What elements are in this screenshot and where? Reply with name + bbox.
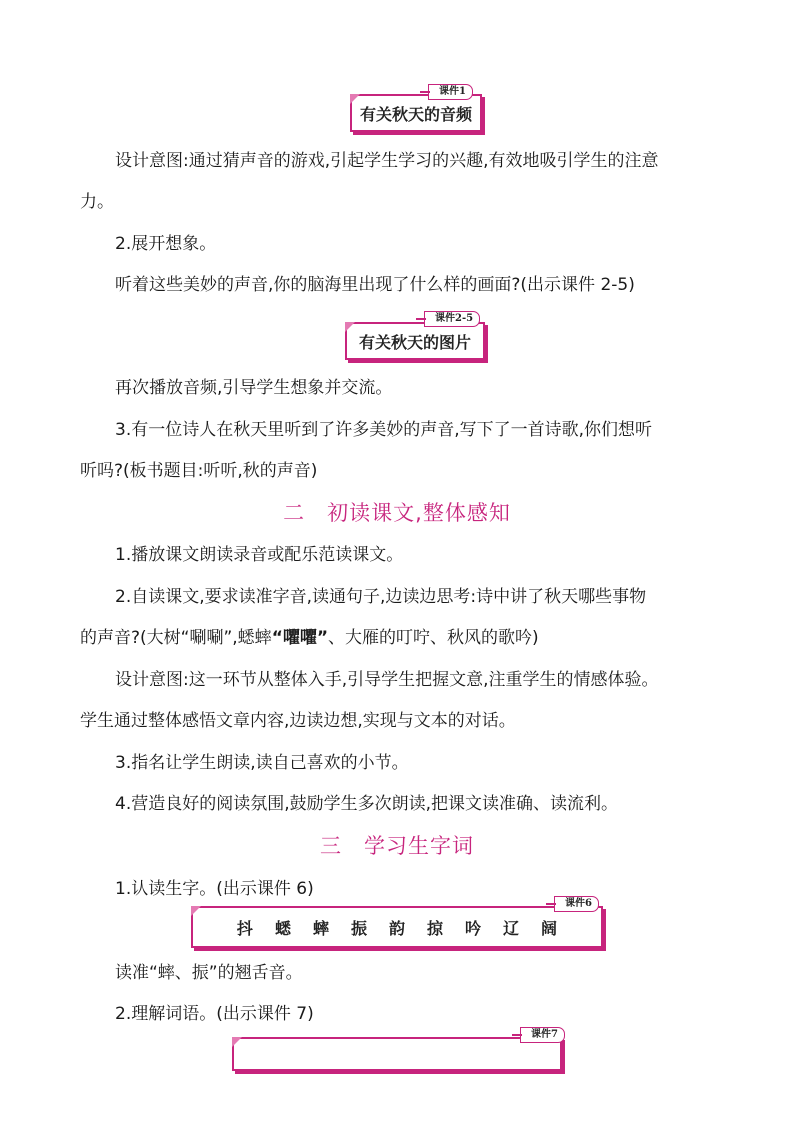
courseware-1-title: 有关秋天的音频	[359, 104, 472, 124]
line2-part-c: 、大雁的叮咛、秋风的歌吟)	[328, 628, 539, 648]
char-7: 吟	[465, 918, 482, 938]
design-intent-2-line1: 设计意图:这一环节从整体入手,引导学生把握文意,注重学生的情感体验。	[115, 670, 659, 690]
section3-step2: 2.理解词语。(出示课件 7)	[115, 1004, 314, 1024]
courseware-1-tag: 课件1	[428, 84, 473, 100]
char-3: 蟀	[312, 918, 329, 938]
char-4: 振	[350, 918, 367, 938]
design-intent-2-line2: 学生通过整体感悟文章内容,边读边想,实现与文本的对话。	[80, 711, 516, 731]
char-5: 韵	[388, 918, 405, 938]
design-intent-1-line1: 设计意图:通过猜声音的游戏,引起学生学习的兴趣,有效地吸引学生的注意	[115, 151, 659, 171]
section3-step1: 1.认读生字。(出示课件 6)	[115, 879, 314, 899]
section2-step4: 4.营造良好的阅读氛围,鼓励学生多次朗读,把课文读准确、读流利。	[115, 794, 619, 814]
design-intent-1-line2: 力。	[80, 192, 114, 212]
section2-step1: 1.播放课文朗读录音或配乐范读课文。	[115, 545, 404, 565]
char-2: 蟋	[274, 918, 291, 938]
replay-audio: 再次播放音频,引导学生想象并交流。	[115, 378, 393, 398]
courseware-2-5-box	[345, 322, 485, 360]
section2-step2-line2	[80, 625, 740, 651]
retroflex-note: 读准“蟀、振”的翘舌音。	[115, 963, 303, 983]
line2-part-a: 的声音?(大树“唰唰”,蟋蟀	[80, 628, 272, 648]
courseware-2-5-tag: 课件2-5	[424, 311, 480, 327]
new-characters-row	[193, 908, 601, 946]
char-8: 辽	[503, 918, 520, 938]
step-3-line2: 听吗?(板书题目:听听,秋的声音)	[80, 461, 318, 481]
section-three-heading: 三 学习生字词	[320, 834, 474, 858]
section2-step3: 3.指名让学生朗读,读自己喜欢的小节。	[115, 753, 409, 773]
courseware-2-5-title: 有关秋天的图片	[358, 332, 471, 352]
courseware-6-box	[191, 906, 603, 948]
courseware-7-box	[232, 1037, 562, 1071]
section2-step2-line1: 2.自读课文,要求读准字音,读通句子,边读边思考:诗中讲了秋天哪些事物	[115, 587, 647, 607]
imagine-question: 听着这些美妙的声音,你的脑海里出现了什么样的画面?(出示课件 2-5)	[115, 275, 635, 295]
step-3-line1: 3.有一位诗人在秋天里听到了许多美妙的声音,写下了一首诗歌,你们想听	[115, 420, 653, 440]
char-1: 抖	[236, 918, 253, 938]
char-6: 掠	[427, 918, 444, 938]
corner-decoration	[232, 1037, 242, 1047]
char-9: 阔	[541, 918, 558, 938]
section-two-heading: 二 初读课文,整体感知	[283, 501, 511, 525]
courseware-7-tag: 课件7	[520, 1027, 565, 1043]
step-2-title: 2.展开想象。	[115, 234, 217, 254]
courseware-6-tag: 课件6	[554, 896, 599, 912]
line2-part-b: “㘗㘗”	[271, 628, 329, 648]
